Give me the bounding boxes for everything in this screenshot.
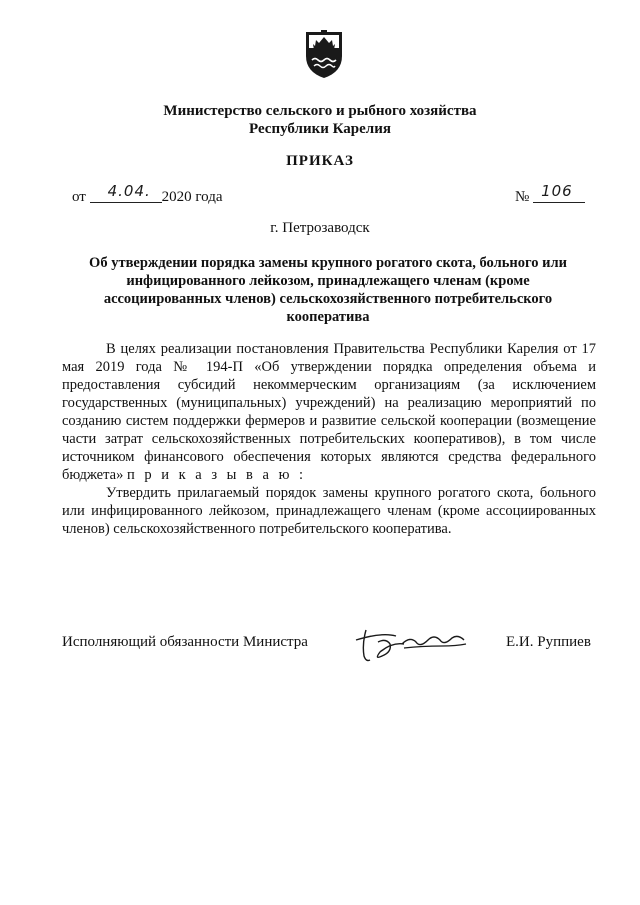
document-number [515, 182, 585, 206]
document-title: Об утверждении порядка замены крупного рогатого скота, больного или инфицированного лейкозом, принадлежащего членам (кроме ассоциированных членов) сельскохозяйственного потребительского кооператива [89, 255, 567, 325]
city-name: г. Петрозаводск [270, 220, 370, 236]
document-body [62, 340, 596, 538]
date-blank-line [90, 182, 162, 203]
signatory-position: Исполняющий обязанности Министра [62, 634, 308, 650]
paragraph-1-text: В целях реализации постановления Правительства Республики Карелия от 17 мая 2019 года № 194-П «Об утверждении порядка определения объема и предоставления субсидий некоммерческим организациям (за исключением государственных (муниципальных) учреждений) на реализацию мероприятий по созданию систем поддержки фермеров и развитие сельской кооперации (возмещение части затрат сельскохозяйственных потребительских кооперативов), в том числе источником финансового обеспечения которых являются средства федерального бюджета» [62, 341, 596, 483]
ministry-name-line1: Министерство сельского и рыбного хозяйства [163, 103, 477, 119]
number-blank-line [533, 182, 585, 203]
signatory-name: Е.И. Руппиев [506, 634, 591, 650]
date-prefix: от [72, 189, 86, 205]
handwritten-date: 4.04. [107, 182, 151, 200]
date-suffix: 2020 года [161, 189, 223, 205]
order-word: п р и к а з ы в а ю : [126, 467, 307, 483]
document-date [72, 182, 223, 206]
document-type-heading: ПРИКАЗ [286, 153, 354, 169]
ministry-name-line2: Республики Карелия [249, 121, 391, 137]
body-paragraph-1 [62, 340, 596, 484]
number-prefix: № [515, 189, 530, 205]
handwritten-signature-icon [352, 622, 470, 666]
coat-of-arms-icon [303, 30, 345, 80]
body-paragraph-2: Утвердить прилагаемый порядок замены крупного рогатого скота, больного или инфицированного лейкозом, принадлежащего членам (кроме ассоциированных членов) сельскохозяйственного потребительского кооператива. [62, 485, 596, 537]
handwritten-number: 106 [541, 182, 573, 200]
